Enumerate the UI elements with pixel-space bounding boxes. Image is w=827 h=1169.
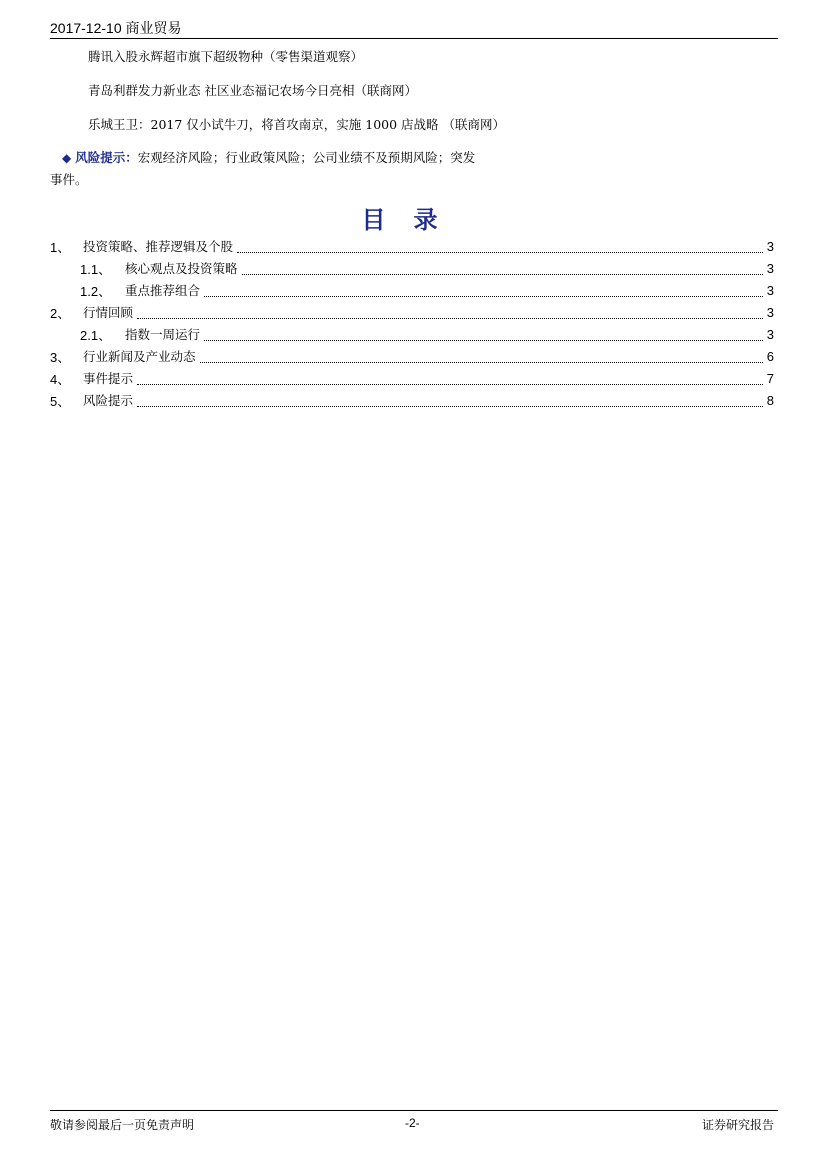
toc-item-number: 2.1、 <box>80 327 112 343</box>
toc-item-page: 8 <box>766 392 774 408</box>
toc-leader-dots <box>137 394 763 407</box>
risk-text-line1: 宏观经济风险；行业政策风险；公司业绩不及预期风险；突发 <box>137 150 476 165</box>
toc-item-page: 7 <box>766 370 774 386</box>
diamond-bullet-icon: ◆ <box>62 151 72 165</box>
toc-item-page: 6 <box>766 348 774 364</box>
toc-item[interactable] <box>50 301 778 323</box>
toc-item[interactable] <box>50 279 778 301</box>
toc-item-number: 1.2、 <box>80 283 112 299</box>
page-footer <box>50 1110 778 1131</box>
toc-item-label: 事件提示 <box>83 371 134 386</box>
toc-leader-dots <box>237 240 763 253</box>
toc-leader-dots <box>204 328 763 341</box>
toc-item-label: 重点推荐组合 <box>125 283 201 298</box>
table-of-contents <box>50 235 778 411</box>
toc-item-page: 3 <box>766 304 774 320</box>
news-item: 乐城王卫：2017 仅小试牛刀，将首攻南京，实施 1000 店战略 （联商网） <box>88 117 506 132</box>
toc-item-page: 3 <box>766 326 774 342</box>
toc-leader-dots <box>137 306 763 319</box>
page-header <box>50 18 778 39</box>
toc-leader-dots <box>137 372 763 385</box>
toc-item-number: 4、 <box>50 371 71 387</box>
toc-item[interactable] <box>50 323 778 345</box>
toc-item-number: 2、 <box>50 305 71 321</box>
footer-report-type: 证券研究报告 <box>701 1118 774 1132</box>
toc-item-number: 5、 <box>50 393 71 409</box>
risk-text-line2: 事件。 <box>50 172 88 187</box>
toc-item[interactable] <box>50 257 778 279</box>
toc-item-page: 3 <box>766 238 774 254</box>
toc-item-label: 风险提示 <box>83 393 134 408</box>
toc-item[interactable] <box>50 345 778 367</box>
toc-item-label: 行情回顾 <box>83 305 134 320</box>
news-item: 腾讯入股永辉超市旗下超级物种（零售渠道观察） <box>88 49 364 64</box>
toc-item-label: 投资策略、推荐逻辑及个股 <box>83 239 234 254</box>
toc-item-label: 核心观点及投资策略 <box>125 261 238 276</box>
toc-leader-dots <box>200 350 763 363</box>
toc-item-label: 行业新闻及产业动态 <box>83 349 196 364</box>
risk-title: 风险提示： <box>75 150 138 165</box>
toc-item-label: 指数一周运行 <box>125 327 201 342</box>
toc-item[interactable] <box>50 389 778 411</box>
toc-title: 目录 <box>361 206 466 234</box>
footer-page-number: -2- <box>405 1116 420 1130</box>
toc-item-page: 3 <box>766 260 774 276</box>
news-item: 青岛利群发力新业态 社区业态福记农场今日亮相（联商网） <box>88 83 417 98</box>
toc-item[interactable] <box>50 235 778 257</box>
risk-warning <box>50 147 552 191</box>
toc-item[interactable] <box>50 367 778 389</box>
toc-leader-dots <box>204 284 763 297</box>
header-date-sector: 2017-12-10 商业贸易 <box>50 20 182 36</box>
toc-item-page: 3 <box>766 282 774 298</box>
toc-item-number: 1、 <box>50 239 71 255</box>
toc-item-number: 1.1、 <box>80 261 112 277</box>
toc-item-number: 3、 <box>50 349 71 365</box>
footer-disclaimer: 敬请参阅最后一页免责声明 <box>50 1118 195 1132</box>
toc-leader-dots <box>242 262 763 275</box>
